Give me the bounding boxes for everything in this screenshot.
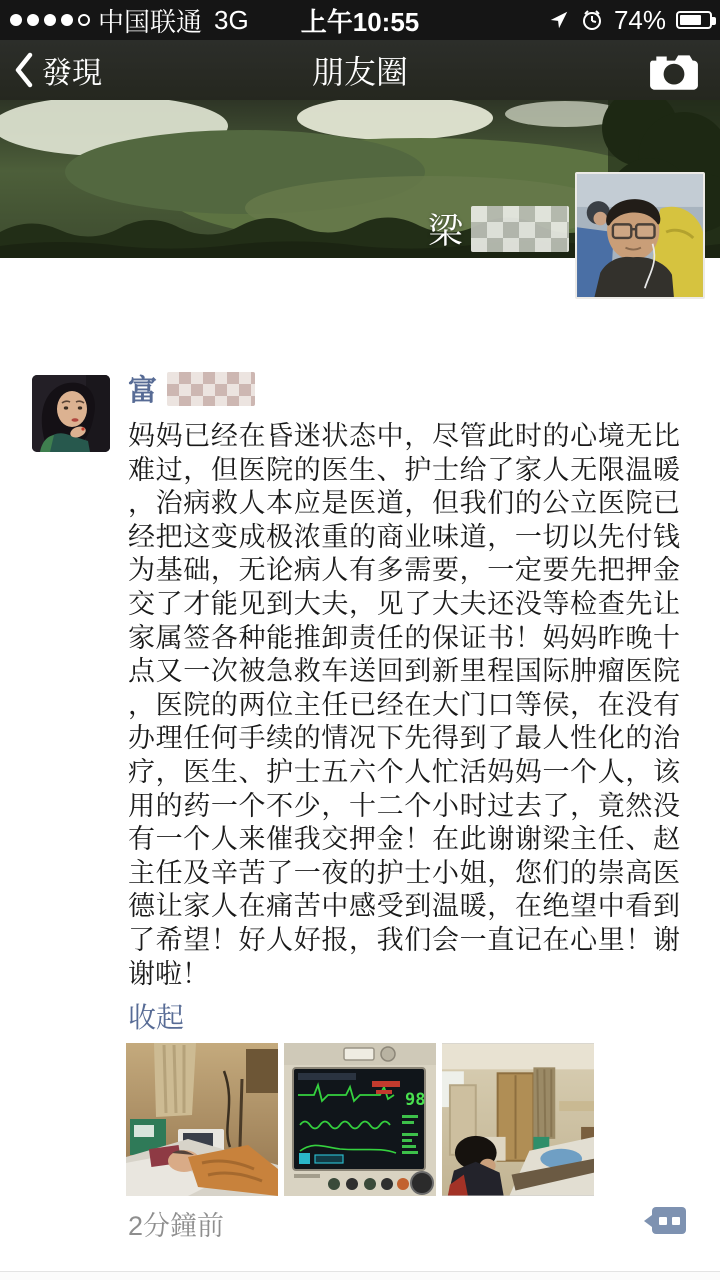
monitor-spo2-value: 98 xyxy=(405,1090,426,1110)
comment-bubble-two-dots-icon xyxy=(672,1217,680,1225)
battery-tip xyxy=(712,17,716,25)
location-arrow-icon xyxy=(548,9,570,31)
censored-author-name-blur xyxy=(167,372,255,406)
status-time: 上午10:55 xyxy=(300,6,420,37)
collapse-link[interactable]: 收起 xyxy=(128,1002,185,1033)
post-timestamp: 2分鐘前 xyxy=(128,1211,225,1241)
profile-display-name[interactable]: 梁 xyxy=(428,212,464,251)
next-cell-divider xyxy=(0,1271,720,1280)
battery-icon xyxy=(676,11,712,29)
profile-avatar[interactable] xyxy=(575,172,705,299)
patient-monitor-photo[interactable] xyxy=(284,1043,436,1196)
post-photo-grid xyxy=(126,1043,594,1196)
patient-monitor xyxy=(284,1043,436,1196)
post-author-avatar[interactable] xyxy=(32,375,110,452)
page-title: 朋友圈 xyxy=(311,54,408,90)
status-bar xyxy=(0,0,720,40)
man-with-glasses-portrait xyxy=(577,174,703,297)
hospital-room-scene xyxy=(442,1043,594,1196)
nav-bar xyxy=(0,40,720,100)
post-text: 妈妈已经在昏迷状态中，尽管此时的心境无比难过，但医院的医生、护士给了家人无限温暖，治病救人本应是医道，但我们的公立医院已经把这变成极浓重的商业味道，一切以先付钱为基础，无论病人有多需要，一定要先把押金交了才能见到大夫，见了大夫还没等检查先让家属签各种能推卸责任的保证书！妈妈昨晚十点又一次被急救车送回到新里程国际肿瘤医院，医院的两位主任已经在大门口等侯，在没有办理任何手续的情况下先得到了最人性化的治疗，医生、护士五六个人忙活妈妈一个人，该用的药一个不少，十二个小时过去了，竟然没有一个人来催我交押金！在此谢谢梁主任、赵主任及辛苦了一夜的护士小姐，您们的崇高医德让家人在痛苦中感受到温暖，在绝望中看到了希望！好人好报，我们会一直记在心里！谢谢啦！ xyxy=(128,421,680,989)
battery-fill xyxy=(680,15,701,25)
post-author-name[interactable]: 富 xyxy=(128,375,158,407)
hospital-room-photo[interactable] xyxy=(442,1043,594,1196)
network-type-label: 3G xyxy=(214,4,249,35)
woman-portrait xyxy=(32,375,110,452)
back-button-label: 發現 xyxy=(42,57,102,90)
comment-like-button[interactable] xyxy=(652,1207,686,1234)
hospital-bed-scene xyxy=(126,1043,278,1196)
hospital-bed-photo[interactable] xyxy=(126,1043,278,1196)
battery-percent-label: 74% xyxy=(613,4,666,35)
alarm-clock-icon xyxy=(580,8,604,32)
camera-icon[interactable] xyxy=(648,50,700,92)
comment-bubble-two-dots-icon xyxy=(659,1217,667,1225)
censored-name-blur xyxy=(471,206,569,252)
carrier-label: 中国联通 xyxy=(98,6,203,37)
